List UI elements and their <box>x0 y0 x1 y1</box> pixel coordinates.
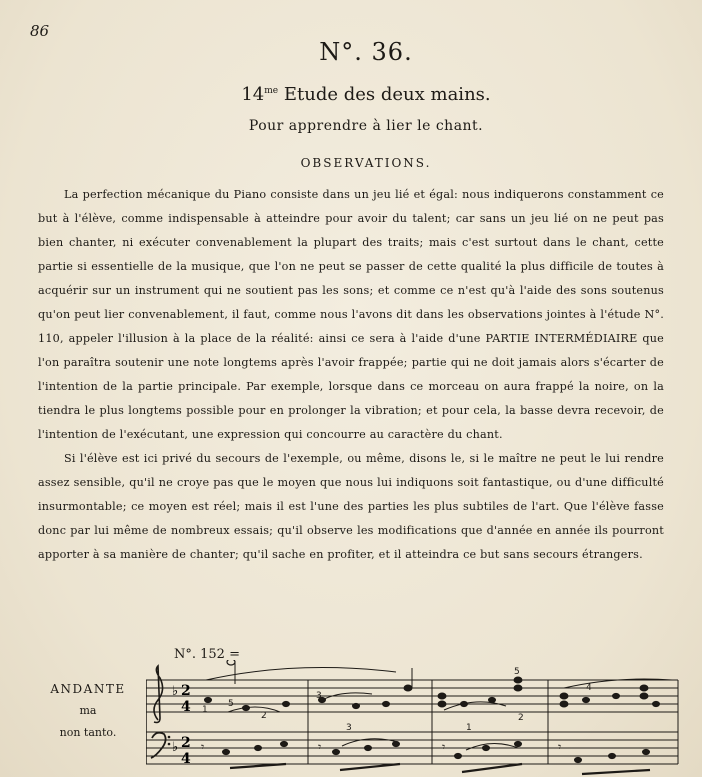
fingering: 5 <box>228 699 234 709</box>
time-signature <box>181 683 191 767</box>
fingering: 2 <box>261 711 267 721</box>
bass-clef-icon <box>151 733 166 758</box>
fingering: 3 <box>316 691 322 701</box>
bass-clef-dot-icon <box>168 736 171 739</box>
fingerings <box>202 667 592 733</box>
tempo-line-2: ma <box>79 704 97 717</box>
observations-text <box>38 183 664 567</box>
svg-text:4: 4 <box>181 699 191 715</box>
paragraph-2: Si l'élève est ici privé du secours de l'exemple, ou même, disons le, si le maître ne peut le lui rendre assez sensible, qu'il ne croye pas que le moyen que nous lui indiquons soit fantastique, ou d'une difficulté insurmontable; ce moyen est réel; mais il est l'une des parties les plus subtiles de l'art. Que l'élève fasse donc par lui même de nombreux essais; qu'il observe les modifications que d'année en année ils pourront apporter à sa manière de chanter; qu'il sache en profiter, et il atteindra ce but sans secours étrangers. <box>38 452 664 561</box>
fingering: 5 <box>514 667 520 677</box>
etude-number: 14 <box>241 84 265 105</box>
svg-text:2: 2 <box>181 683 191 699</box>
beams <box>230 764 650 774</box>
music-score <box>146 660 686 777</box>
etude-subtitle: Pour apprendre à lier le chant. <box>248 118 484 134</box>
svg-text:4: 4 <box>181 751 191 767</box>
metronome-text: N°. 152 = <box>174 647 240 662</box>
fingering: 3 <box>346 723 352 733</box>
bass-staff <box>146 732 678 764</box>
fingering: 2 <box>518 713 524 723</box>
svg-text:𝄾: 𝄾 <box>558 740 562 754</box>
etude-superscript: me <box>264 86 279 96</box>
fingering: 1 <box>466 723 472 733</box>
tempo-line-3: non tanto. <box>59 726 117 739</box>
bass-clef-dot-icon <box>168 743 171 746</box>
svg-text:𝄾: 𝄾 <box>318 740 322 754</box>
tempo-line-1: ANDANTE <box>50 682 126 696</box>
svg-text:𝄾: 𝄾 <box>442 740 446 754</box>
etude-title <box>0 84 702 105</box>
page-number: 86 <box>30 22 50 40</box>
piece-number-title: N°. 36. <box>319 38 413 66</box>
fingering: 1 <box>202 705 208 715</box>
tempo-marking <box>40 678 136 744</box>
barlines <box>308 680 678 764</box>
treble-clef-icon <box>154 666 163 723</box>
flat-icon: ♭ <box>172 684 179 699</box>
svg-text:𝄾: 𝄾 <box>201 740 205 754</box>
fingering: 4 <box>586 683 592 693</box>
paragraph-1: La perfection mécanique du Piano consiste dans un jeu lié et égal: nous indiquerons constamment ce but à l'élève, comme indispensable à atteindre pour avoir du talent; car sans un jeu lié on ne peut pas bien chanter, ni exécuter convenablement la plupart des traits; mais c'est surtout dans le chant, cette partie si essentielle de la musique, que l'on ne peut se passer de cette qualité la plus difficile de toutes à acquérir sur un instrument qui ne soutient pas les sons; et comme ce n'est qu'à l'aide des sons soutenus qu'on peut lier convenablement, il faut, comme nous l'avons dit dans les observations jointes à l'étude N°. 110, appeler l'illusion à la place de la réalité: ainsi ce sera à l'aide d'une PARTIE INTERMÉDIAIRE que l'on paraîtra soutenir une note longtems après l'avoir frappée; partie qui ne doit jamais alors s'écarter de l'intention de la partie principale. Par exemple, lorsque dans ce morceau on aura frappé la noire, on la tiendra le plus longtems possible pour en prolonger la vibration; et pour cela, la basse devra recevoir, de l'intention de l'exécutant, une expression qui concourre au caractère du chant. <box>38 188 664 441</box>
observations-heading: OBSERVATIONS. <box>300 156 432 170</box>
svg-text:2: 2 <box>181 735 191 751</box>
flat-icon: ♭ <box>172 740 179 755</box>
etude-title-text: Etude des deux mains. <box>283 84 491 105</box>
